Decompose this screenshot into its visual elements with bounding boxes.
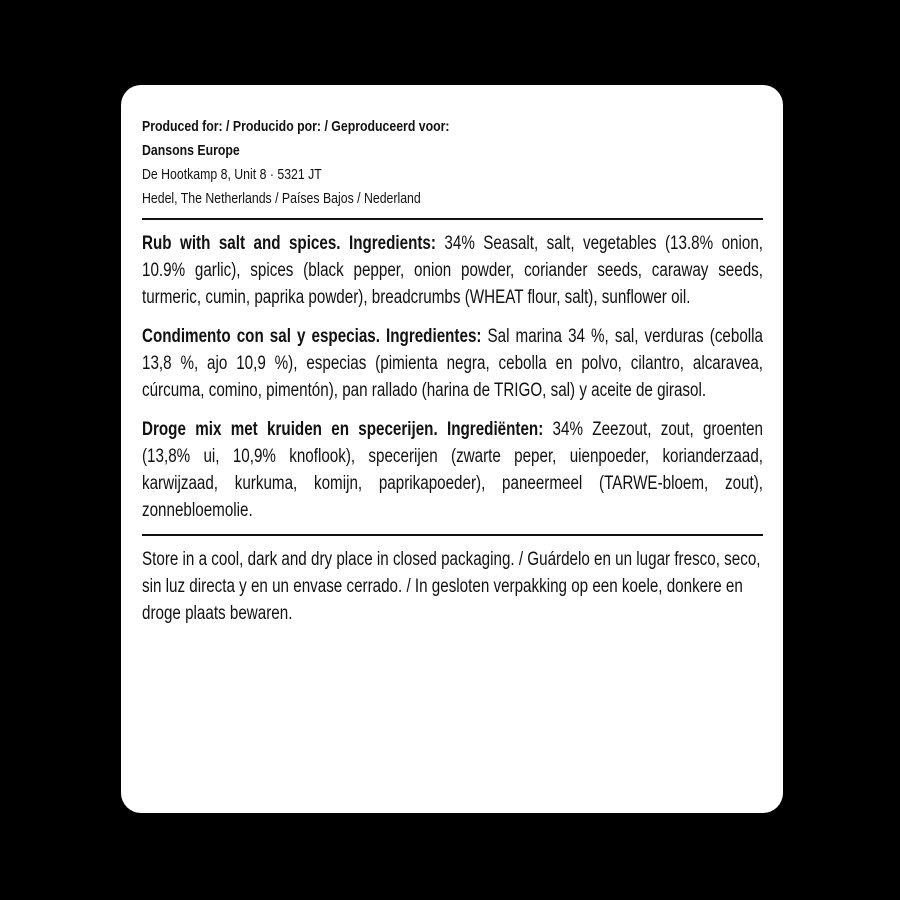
ingredients-spanish — [142, 323, 763, 404]
product-label — [121, 85, 783, 813]
producer-heading: Produced for: / Producido por: / Geproduceerd voor: — [142, 118, 450, 135]
producer-company: Dansons Europe — [142, 142, 240, 159]
ingredients-block — [142, 220, 763, 524]
producer-address-line2: Hedel, The Netherlands / Países Bajos / Nederland — [142, 190, 421, 207]
ingredients-spanish-text: Sal marina 34 %, sal, verduras (cebolla 13,8 %, ajo 10,9 %), especias (pimienta negra, cebolla en polvo, cilantro, alcaravea, cúrcuma, comino, pimentón), pan rallado (harina de TRIGO, sal) y aceite de girasol. — [142, 326, 763, 401]
ingredients-english-text: 34% Seasalt, salt, vegetables (13.8% onion, 10.9% garlic), spices (black pepper, onion powder, coriander seeds, caraway seeds, turmeric, cumin, paprika powder), breadcrumbs (WHEAT flour, salt), sunflower oil. — [142, 233, 764, 308]
producer-address-line1: De Hootkamp 8, Unit 8 · 5321 JT — [142, 166, 322, 183]
ingredients-dutch — [142, 416, 763, 524]
storage-block — [142, 536, 763, 627]
producer-block — [142, 115, 763, 211]
ingredients-english-heading: Rub with salt and spices. Ingredients: — [142, 233, 436, 254]
ingredients-dutch-text: 34% Zeezout, zout, groenten (13,8% ui, 10,9% knoflook), specerijen (zwarte peper, uienpoeder, korianderzaad, karwijzaad, kurkuma, komijn, paprikapoeder), paneermeel (TARWE-bloem, zout), zonnebloemolie. — [142, 419, 763, 521]
ingredients-spanish-heading: Condimento con sal y especias. Ingredientes: — [142, 326, 482, 347]
ingredients-english — [142, 230, 763, 311]
ingredients-dutch-heading: Droge mix met kruiden en specerijen. Ingrediënten: — [142, 419, 544, 440]
storage-instructions: Store in a cool, dark and dry place in closed packaging. / Guárdelo en un lugar fresco, seco, sin luz directa y en un envase cerrado. / In gesloten verpakking op een koele, donkere en droge plaats bewaren. — [142, 549, 761, 624]
